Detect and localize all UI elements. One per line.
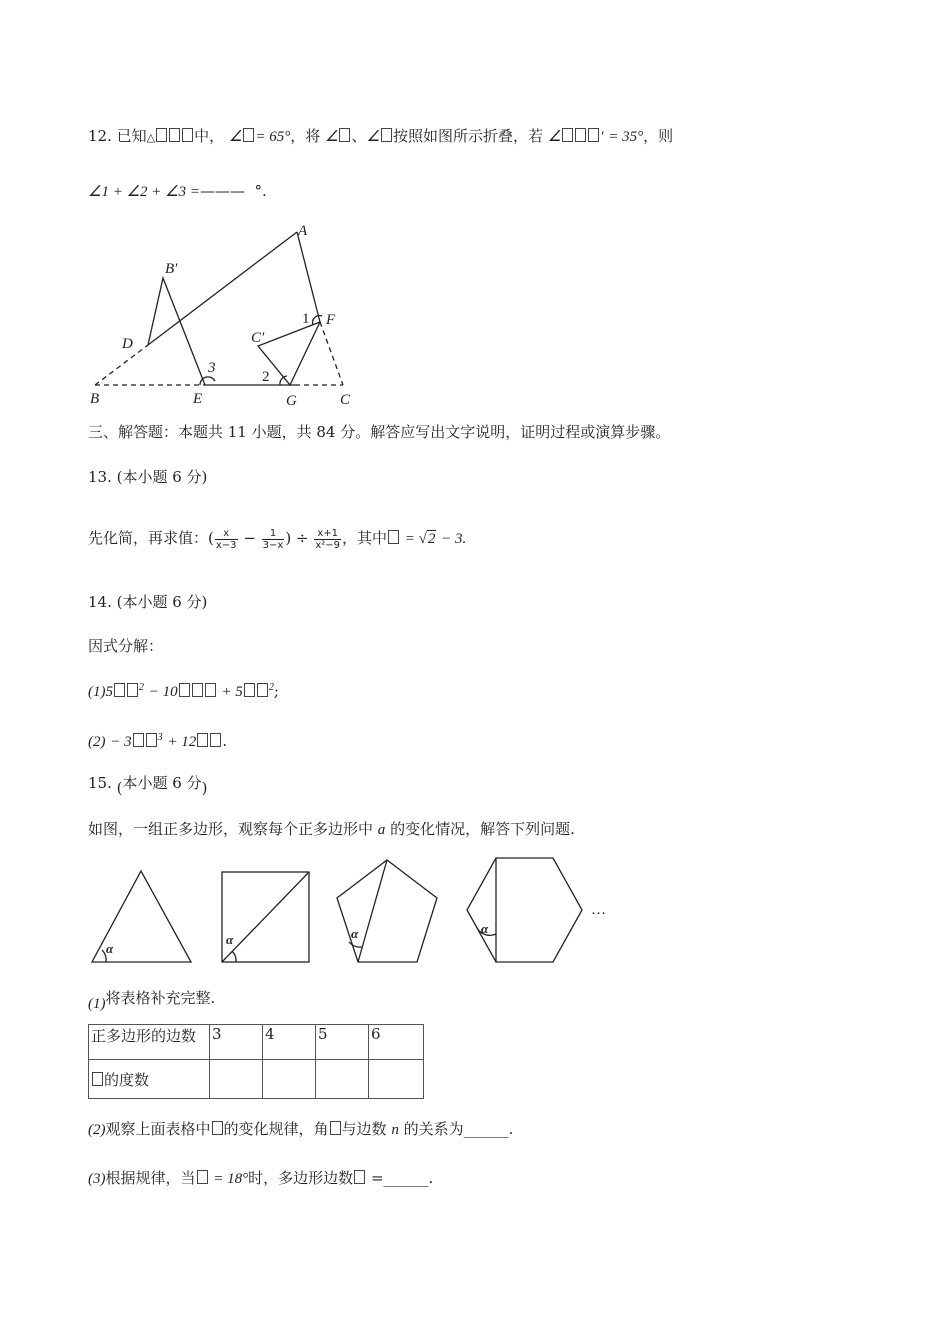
alpha-label-pentagon: α: [351, 926, 359, 941]
q14-intro: 因式分解：: [88, 637, 164, 655]
q15-sub3: (3)根据规律，当 = 18°时，多边形边数 =______.: [88, 1169, 434, 1187]
angle-symbol: ∠: [366, 129, 380, 145]
placeholder-box: [146, 733, 157, 747]
answer-blank: ———: [199, 182, 245, 200]
pentagon-shape: [337, 860, 437, 962]
placeholder-box: [381, 128, 392, 142]
label-d: D: [122, 336, 133, 352]
placeholder-box: [354, 1170, 365, 1184]
q15-desc: 如图，一组正多边形，观察每个正多边形中 a 的变化情况，解答下列问题.: [88, 820, 575, 838]
placeholder-box: [339, 128, 350, 142]
placeholder-box: [588, 128, 599, 142]
angle-symbol: ∠: [547, 129, 562, 145]
label-2: 2: [262, 369, 270, 385]
label-b: B: [90, 391, 100, 407]
folded-triangle-left: [148, 278, 205, 385]
placeholder-box: [388, 530, 399, 544]
ellipsis: …: [591, 902, 606, 918]
label-c: C: [340, 392, 351, 408]
label-b-prime: B′: [165, 261, 178, 277]
placeholder-box: [243, 128, 254, 142]
answer-blank: ______: [383, 1169, 429, 1187]
table-header-cell: 正多边形的边数: [89, 1025, 210, 1060]
sum-expression: ∠1 + ∠2 + ∠3 =: [88, 184, 200, 200]
placeholder-box: [127, 683, 138, 697]
regular-polygons-figure: [85, 855, 615, 970]
dashed-fc: [320, 322, 343, 385]
table-cell[interactable]: [316, 1060, 369, 1099]
alpha-label-square: α: [226, 932, 234, 947]
placeholder-box: [562, 128, 573, 142]
placeholder-box: [197, 733, 208, 747]
q14-part1: (1)5 $^2$ − 10 + 5 $^2$;: [88, 682, 279, 700]
placeholder-box: [575, 128, 586, 142]
hexagon-shape: [467, 858, 582, 962]
table-cell[interactable]: [263, 1060, 316, 1099]
q14-title: 14. (本小题 6 分): [88, 593, 208, 611]
label-a: A: [298, 223, 308, 239]
segment-da: [148, 232, 297, 345]
fraction-2: $\frac{1}{3-x}$: [262, 527, 284, 551]
alpha-label-hexagon: α: [481, 921, 489, 936]
placeholder-box: [192, 683, 203, 697]
answer-blank: ______: [463, 1120, 509, 1138]
placeholder-box: [133, 733, 144, 747]
placeholder-box: [169, 128, 180, 142]
q15-title: 15. (本小题 6 分): [88, 774, 208, 797]
table-row: [89, 1025, 424, 1060]
q15-sub1: (1)将表格补充完整.: [88, 989, 216, 1012]
placeholder-box: [330, 1121, 341, 1135]
table-cell: 4: [263, 1025, 316, 1060]
pentagon-diagonal: [358, 860, 387, 962]
placeholder-box: [92, 1072, 103, 1086]
segment-af: [297, 232, 320, 322]
table-cell: 6: [369, 1025, 424, 1060]
placeholder-box: [156, 128, 167, 142]
triangle-symbol: △: [146, 131, 156, 144]
alpha-label-triangle: α: [106, 941, 114, 956]
table-cell[interactable]: [369, 1060, 424, 1099]
angle-symbol: ∠: [325, 129, 339, 145]
alpha-arc-pentagon: [349, 942, 362, 947]
placeholder-box: [114, 683, 125, 697]
alpha-arc-square: [232, 951, 236, 962]
label-1: 1: [302, 311, 310, 327]
label-3: 3: [208, 360, 216, 376]
q14-part2: (2) − 3 $^3$ + 12 .: [88, 732, 228, 750]
label-c-prime: C′: [251, 330, 265, 346]
q13-title: 13. (本小题 6 分): [88, 468, 208, 486]
section-heading: 三、解答题：本题共 11 小题，共 84 分。解答应写出文字说明，证明过程或演算步骤。: [88, 423, 671, 441]
placeholder-box: [197, 1170, 208, 1184]
fraction-1: $\frac{x}{x-3}$: [215, 527, 237, 551]
label-e: E: [193, 391, 203, 407]
table-cell[interactable]: [210, 1060, 263, 1099]
placeholder-box: [210, 733, 221, 747]
q12-line1: 12. 已知△ 中， ∠ = 65°，将 ∠ 、∠ 按照如图所示折叠，若 ∠ ′ = 35°，则: [88, 127, 674, 145]
table-header-cell: 的度数: [89, 1060, 210, 1099]
placeholder-box: [179, 683, 190, 697]
square-diagonal: [222, 872, 309, 962]
angle-value: = 35°: [608, 129, 644, 145]
angle-value: = 65°: [255, 129, 291, 145]
placeholder-box: [182, 128, 193, 142]
degree-table: [88, 1024, 424, 1099]
placeholder-box: [205, 683, 216, 697]
placeholder-box: [212, 1121, 223, 1135]
fraction-3: $\frac{x+1}{\text{x²−9}}$: [315, 527, 340, 551]
placeholder-box: [244, 683, 255, 697]
q12-line2: ∠1 + ∠2 + ∠3 =——— °.: [88, 182, 267, 200]
fold-triangle-figure: [80, 215, 370, 415]
placeholder-box: [257, 683, 268, 697]
table-row: [89, 1060, 424, 1099]
q13-body: 先化简，再求值：( $\frac{x}{x-3}$ − $\frac{1}{3-x}$ ) ÷ $\frac{x+1}{\text{x²−9}}$ ，其中 = √2 − 3.: [88, 527, 467, 551]
label-f: F: [326, 312, 336, 328]
table-cell: 3: [210, 1025, 263, 1060]
table-cell: 5: [316, 1025, 369, 1060]
label-g: G: [286, 393, 297, 409]
q15-sub2: (2)观察上面表格中 的变化规律，角 与边数 n 的关系为______.: [88, 1120, 514, 1138]
angle-symbol: ∠: [228, 129, 243, 145]
